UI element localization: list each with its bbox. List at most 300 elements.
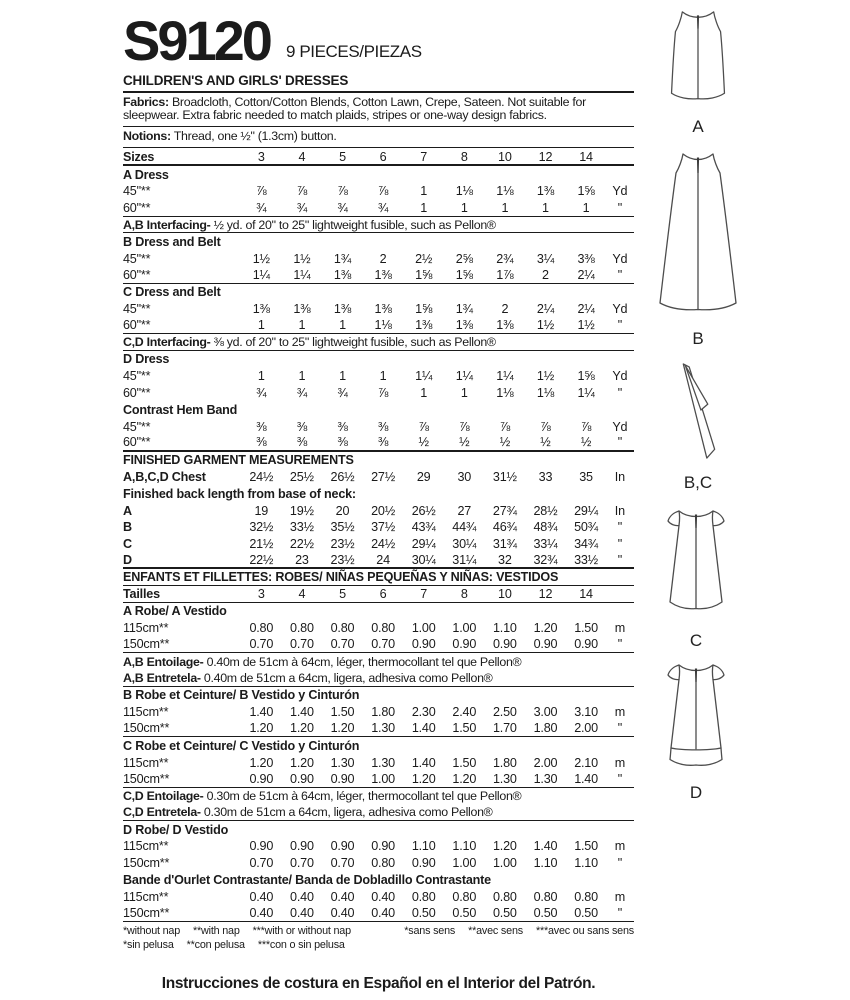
table-row — [123, 418, 634, 435]
table-row — [123, 553, 634, 570]
notions-note — [123, 127, 634, 148]
cell-value: 26½ — [411, 503, 436, 518]
row-label: 60"** — [123, 318, 151, 333]
footnote-en-2: **with nap — [193, 925, 240, 938]
cell-value: 33¼ — [533, 537, 558, 552]
cell-value: 0.50 — [533, 906, 558, 921]
cell-value: 0.50 — [411, 906, 436, 921]
cell-value: 1 — [257, 369, 265, 384]
note-body: ½ yd. of 20" to 25" lightweight fusible, such as Pellon® — [210, 217, 496, 232]
cell-value: 1⅜ — [333, 267, 352, 282]
cell-value: 0.90 — [290, 839, 314, 854]
cell-value: 24 — [376, 552, 390, 567]
cell-value: 1⅝ — [455, 267, 473, 282]
note-label: C,D Entretela- — [123, 805, 201, 820]
cell-value: ⅜ — [337, 419, 348, 434]
cell-value: ½ — [459, 435, 470, 450]
cell-value: 2.10 — [574, 755, 598, 770]
note-label: A,B Entretela- — [123, 671, 201, 686]
row-label: 45"** — [123, 369, 151, 384]
cell-value: 32 — [498, 552, 512, 567]
table-row — [123, 905, 634, 922]
cell-value: 1⅝ — [415, 301, 433, 316]
table-row — [123, 519, 634, 536]
cell-value: 3.10 — [574, 705, 598, 720]
cell-value: 35 — [579, 469, 593, 484]
cell-value: 35½ — [330, 520, 355, 535]
table-row — [123, 855, 634, 872]
row-label: 150cm** — [123, 771, 170, 786]
cell-value: 1 — [257, 318, 265, 333]
cell-value: 22½ — [249, 552, 274, 567]
unit-cell: Yd — [612, 369, 628, 384]
cell-value: 0.70 — [249, 637, 274, 652]
footnote-es-3: ***con o sin pelusa — [257, 939, 345, 952]
cell-value: 0.40 — [249, 906, 274, 921]
cell-value: 1.50 — [452, 721, 477, 736]
cell-value: 1.40 — [249, 705, 274, 720]
masthead — [123, 4, 634, 72]
fabrics-text: Broadcloth, Cotton/Cotton Blends, Cotton Lawn, Crepe, Sateen. Not suitable for sleepwear. Extra fabric needed to match plaids, stripes or one-way design fabrics. — [123, 95, 586, 123]
cell-value: 3 — [257, 149, 265, 164]
cell-value: 0.90 — [330, 839, 355, 854]
cell-value: 6 — [379, 149, 387, 164]
cell-value: 4 — [298, 149, 306, 164]
cell-value: 1.40 — [533, 839, 558, 854]
cell-value: 1⅜ — [415, 318, 433, 333]
note-cd-interfacing — [123, 334, 634, 351]
cell-value: 31¼ — [452, 552, 477, 567]
sketch-label-c: C — [689, 631, 703, 650]
cell-value: 1⅜ — [374, 267, 392, 282]
cell-value: 37½ — [371, 520, 396, 535]
cell-value: 50¾ — [574, 520, 598, 535]
unit-cell: " — [617, 552, 622, 567]
cell-value: 0.40 — [330, 906, 355, 921]
cell-value: 0.90 — [249, 771, 274, 786]
row-label: Sizes — [123, 149, 155, 164]
cell-value: ½ — [580, 435, 592, 450]
cell-value: 33½ — [574, 552, 598, 567]
unit-cell: " — [617, 721, 622, 736]
cell-value: 1.10 — [493, 621, 517, 636]
row-label: B — [123, 520, 132, 535]
cell-value: 1.20 — [330, 721, 355, 736]
cell-value: 1⅜ — [496, 318, 514, 333]
cell-value: ⅞ — [377, 385, 389, 400]
cell-value: 3.00 — [533, 705, 558, 720]
cell-value: ¾ — [256, 385, 267, 400]
cell-value: 0.90 — [371, 839, 395, 854]
cell-value: 1 — [379, 369, 387, 384]
section-a-robe — [123, 603, 634, 620]
cell-value: 2.00 — [574, 721, 598, 736]
note-body: ⅜ yd. of 20" to 25" lightweight fusible, such as Pellon® — [210, 335, 496, 350]
cell-value: 1½ — [536, 318, 554, 333]
cell-value: 26½ — [330, 469, 355, 484]
cell-value: ½ — [540, 435, 551, 450]
cell-value: 1.10 — [574, 856, 598, 871]
cell-value: 0.40 — [330, 889, 355, 904]
table-row — [123, 183, 634, 200]
cell-value: 5 — [339, 587, 346, 602]
table-row — [123, 368, 634, 385]
cell-value: 0.80 — [371, 856, 395, 871]
cell-value: 0.80 — [452, 889, 477, 904]
cell-value: 1 — [582, 200, 590, 215]
cell-value: 1⅝ — [415, 267, 433, 282]
cell-value: 12 — [538, 587, 553, 602]
cell-value: 1⅜ — [293, 301, 311, 316]
dress-d-sketch — [664, 660, 728, 772]
cell-value: 1.10 — [411, 839, 436, 854]
spanish-instructions-note: Instrucciones de costura en Español en el Interior del Patrón. — [161, 975, 596, 993]
footnotes — [123, 925, 634, 951]
cell-value: 0.90 — [411, 637, 436, 652]
cell-value: 3⅜ — [577, 251, 595, 266]
cell-value: 1⅛ — [536, 385, 554, 400]
cell-value: 48¾ — [533, 520, 558, 535]
table-row — [123, 250, 634, 267]
cell-value: 1⅛ — [455, 184, 473, 199]
cell-value: 23½ — [330, 552, 355, 567]
table-row — [123, 721, 634, 738]
cell-value: 27½ — [371, 469, 396, 484]
cell-value: 1⅝ — [577, 184, 595, 199]
sizes-header-row — [123, 149, 634, 166]
row-label: 60"** — [123, 385, 151, 400]
table-row — [123, 317, 634, 334]
footnote-fr-3: ***avec ou sans sens — [535, 925, 634, 938]
cell-value: 1½ — [536, 369, 554, 384]
cell-value: 30¼ — [452, 537, 477, 552]
unit-cell: Yd — [612, 419, 628, 434]
cell-value: 5 — [339, 149, 346, 164]
footnote-line-1 — [123, 925, 634, 937]
row-label: 45"** — [123, 184, 151, 199]
cell-value: 3¼ — [536, 251, 554, 266]
row-label: 115cm** — [123, 755, 169, 770]
notions-label: Notions: — [123, 129, 171, 144]
cell-value: ⅜ — [377, 435, 389, 450]
unit-cell: " — [617, 906, 622, 921]
cell-value: 29¼ — [411, 537, 436, 552]
cell-value: 0.40 — [371, 906, 395, 921]
belt-bc-sketch — [675, 362, 721, 462]
cell-value: 10 — [498, 149, 512, 164]
footnote-es-2: **con pelusa — [186, 939, 245, 952]
table-row — [123, 435, 634, 452]
cell-value: 1.40 — [574, 771, 598, 786]
cell-value: 1¼ — [577, 385, 595, 400]
unit-cell: m — [614, 705, 625, 720]
unit-cell: " — [617, 435, 622, 450]
cell-value: 32½ — [249, 520, 274, 535]
cell-value: 0.50 — [452, 906, 477, 921]
row-heading: Finished back length from base of neck: — [123, 486, 356, 501]
row-label: 60"** — [123, 435, 151, 450]
row-label: Tailles — [123, 587, 160, 602]
row-label: 115cm** — [123, 839, 169, 854]
cell-value: ⅜ — [296, 419, 308, 434]
table-row — [123, 200, 634, 217]
view-d-figure — [650, 660, 742, 803]
section-contrast-hem-band — [123, 401, 634, 418]
cell-value: ¾ — [256, 200, 267, 215]
cell-value: 1½ — [577, 318, 595, 333]
table-row — [123, 888, 634, 905]
row-label: 115cm** — [123, 705, 169, 720]
table-row — [123, 704, 634, 721]
cell-value: 30¼ — [411, 552, 436, 567]
row-label: 45"** — [123, 251, 151, 266]
cell-value: 0.70 — [330, 856, 355, 871]
header-enfants — [123, 569, 634, 586]
cell-value: 19 — [254, 503, 269, 518]
cell-value: ⅜ — [296, 435, 308, 450]
footnote-en-3: ***with or without nap — [252, 925, 351, 938]
cell-value: ⅞ — [459, 419, 470, 434]
section-c-robe — [123, 737, 634, 754]
row-heading: ENFANTS ET FILLETTES: ROBES/ NIÑAS PEQUEÑAS Y NIÑAS: VESTIDOS — [123, 570, 559, 585]
unit-cell: m — [614, 889, 625, 904]
cell-value: 1 — [298, 369, 306, 384]
cell-value: 0.40 — [290, 889, 314, 904]
cell-value: ¾ — [377, 200, 389, 215]
sketch-label-b: B — [692, 329, 704, 348]
cell-value: 21½ — [249, 537, 274, 552]
cell-value: 44¾ — [452, 520, 477, 535]
cell-value: 1¾ — [455, 301, 473, 316]
unit-cell: In — [614, 469, 625, 484]
cell-value: ⅞ — [540, 419, 551, 434]
cell-value: 1.00 — [493, 856, 517, 871]
cell-value: ½ — [499, 435, 511, 450]
unit-cell: m — [614, 621, 625, 636]
cell-value: 0.80 — [411, 889, 436, 904]
cell-value: 1 — [420, 385, 428, 400]
cell-value: 7 — [420, 587, 428, 602]
note-text — [123, 671, 633, 685]
cell-value: 1.00 — [371, 771, 395, 786]
note-text — [123, 655, 633, 669]
cell-value: 0.90 — [290, 771, 314, 786]
cell-value: 1.50 — [452, 755, 477, 770]
cell-value: 0.80 — [493, 889, 517, 904]
cell-value: 28½ — [533, 503, 558, 518]
unit-cell: Yd — [612, 251, 628, 266]
note-label: A,B Interfacing- — [123, 217, 211, 232]
unit-cell: " — [617, 771, 622, 786]
pattern-number: S9120 — [123, 8, 270, 72]
cell-value: ⅞ — [418, 419, 429, 434]
cell-value: 29 — [416, 469, 431, 484]
cell-value: 1¼ — [293, 267, 311, 282]
cell-value: 1.20 — [249, 721, 274, 736]
cell-value: 1.30 — [493, 771, 517, 786]
fabrics-label: Fabrics: — [123, 95, 169, 109]
view-c-figure — [650, 506, 742, 651]
cell-value: 1.80 — [371, 705, 395, 720]
row-label: 150cm** — [123, 906, 170, 921]
cell-value: 1.20 — [452, 771, 477, 786]
cell-value: 1 — [460, 385, 468, 400]
unit-cell: m — [614, 755, 625, 770]
table-row — [123, 771, 634, 788]
cell-value: 4 — [298, 587, 306, 602]
sketch-label-d: D — [689, 783, 703, 802]
cell-value: 1 — [460, 200, 468, 215]
sketch-label-a: A — [692, 117, 704, 136]
cell-value: 1¾ — [333, 251, 352, 266]
cell-value: 0.40 — [371, 889, 395, 904]
cell-value: 12 — [538, 149, 553, 164]
cell-value: 2 — [379, 251, 387, 266]
table-row — [123, 267, 634, 284]
unit-cell: Yd — [612, 184, 628, 199]
cell-value: 14 — [579, 587, 593, 602]
cell-value: 1¼ — [415, 369, 433, 384]
row-heading: A Dress — [123, 167, 169, 182]
cell-value: 46¾ — [492, 520, 517, 535]
unit-cell: " — [617, 200, 622, 215]
table-row — [123, 637, 634, 654]
row-label: 115cm** — [123, 621, 169, 636]
row-heading: C Robe et Ceinture/ C Vestido y Cinturón — [123, 738, 360, 753]
table-row — [123, 385, 634, 402]
cell-value: 2¼ — [577, 301, 595, 316]
cell-value: 1.40 — [411, 721, 436, 736]
section-d-dress — [123, 351, 634, 368]
cell-value: 25½ — [289, 469, 314, 484]
section-b-robe — [123, 687, 634, 704]
view-a-figure — [652, 8, 744, 137]
measure-table-rows — [123, 149, 634, 922]
cell-value: ⅞ — [337, 184, 348, 199]
unit-cell: In — [614, 503, 625, 518]
note-label: A,B Entoilage- — [123, 654, 204, 669]
cell-value: ½ — [418, 435, 429, 450]
view-b-figure — [648, 150, 748, 349]
cell-value: 0.80 — [249, 621, 274, 636]
cell-value: ⅜ — [377, 419, 389, 434]
cell-value: 0.90 — [533, 637, 558, 652]
unit-cell: " — [617, 318, 622, 333]
cell-value: 31¾ — [492, 537, 517, 552]
row-label: A — [123, 503, 132, 518]
cell-value: 30 — [457, 469, 472, 484]
cell-value: 10 — [498, 587, 512, 602]
unit-cell: " — [617, 385, 622, 400]
row-heading: Contrast Hem Band — [123, 402, 238, 417]
cell-value: 1.40 — [290, 705, 314, 720]
cell-value: 0.70 — [249, 856, 274, 871]
row-heading: Bande d'Ourlet Contrastante/ Banda de Dobladillo Contrastante — [123, 873, 491, 888]
cell-value: 1⅛ — [496, 184, 514, 199]
cell-value: 1⅛ — [496, 385, 514, 400]
note-body: 0.40m de 51cm à 64cm, léger, thermocollant tel que Pellon® — [203, 654, 522, 669]
row-heading: D Robe/ D Vestido — [123, 822, 229, 837]
section-bande-ourlet — [123, 872, 634, 889]
notions-text: Thread, one ½" (1.3cm) button. — [170, 129, 337, 144]
cell-value: 0.80 — [574, 889, 598, 904]
table-row — [123, 469, 634, 486]
cell-value: 1 — [339, 369, 346, 384]
cell-value: ⅞ — [580, 419, 592, 434]
note-body: 0.30m de 51cm a 64cm, ligera, adhesiva como Pellon® — [200, 805, 493, 820]
unit-cell: " — [617, 520, 622, 535]
note-body: 0.40m de 51cm a 64cm, ligera, adhesiva como Pellon® — [200, 671, 493, 686]
cell-value: 1.20 — [290, 721, 314, 736]
dress-c-sketch — [664, 506, 728, 620]
dress-b-sketch — [656, 150, 740, 318]
fabrics-note — [123, 93, 634, 127]
cell-value: ⅞ — [256, 184, 267, 199]
cell-value: 0.70 — [290, 856, 314, 871]
note-ab-entoilage — [123, 653, 634, 670]
cell-value: 43¾ — [411, 520, 436, 535]
pieces-count: 9 PIECES/PIEZAS — [285, 42, 422, 61]
table-row — [123, 301, 634, 318]
cell-value: 2⅝ — [455, 251, 473, 266]
cell-value: ¾ — [296, 385, 308, 400]
cell-value: 1⅜ — [333, 301, 352, 316]
cell-value: 1⅛ — [374, 318, 392, 333]
row-heading: FINISHED GARMENT MEASUREMENTS — [123, 453, 354, 468]
cell-value: 1¼ — [455, 369, 473, 384]
cell-value: ¾ — [337, 200, 348, 215]
cell-value: 0.90 — [330, 771, 355, 786]
cell-value: 1.20 — [533, 621, 558, 636]
cell-value: ⅞ — [296, 184, 308, 199]
cell-value: 0.50 — [574, 906, 598, 921]
note-text — [123, 218, 633, 232]
row-label: 60"** — [123, 267, 151, 282]
cell-value: 1¼ — [496, 369, 514, 384]
cell-value: 23 — [295, 552, 309, 567]
cell-value: 1.10 — [452, 839, 477, 854]
note-cd-entoilage — [123, 788, 634, 805]
cell-value: 14 — [579, 149, 593, 164]
cell-value: 0.80 — [290, 621, 314, 636]
cell-value: 0.90 — [249, 839, 274, 854]
cell-value: 23½ — [330, 537, 355, 552]
section-d-robe — [123, 821, 634, 838]
cell-value: ⅜ — [256, 435, 267, 450]
cell-value: 2 — [542, 267, 549, 282]
cell-value: 1.50 — [574, 621, 598, 636]
cell-value: 0.90 — [452, 637, 477, 652]
unit-cell: " — [617, 537, 622, 552]
cell-value: 1.50 — [330, 705, 355, 720]
cell-value: 27 — [457, 503, 472, 518]
cell-value: 2¼ — [577, 267, 595, 282]
cell-value: 0.40 — [290, 906, 314, 921]
cell-value: 1.70 — [493, 721, 517, 736]
cell-value: 0.80 — [371, 621, 395, 636]
cell-value: 1⅜ — [374, 301, 392, 316]
cell-value: 24½ — [371, 537, 396, 552]
unit-cell: Yd — [612, 301, 628, 316]
row-heading: A Robe/ A Vestido — [123, 604, 227, 619]
table-row — [123, 536, 634, 553]
cell-value: 2½ — [415, 251, 433, 266]
cell-value: 2.30 — [411, 705, 436, 720]
footnote-line-2 — [123, 939, 634, 951]
note-cd-entretela — [123, 805, 634, 822]
cell-value: 1⅝ — [577, 369, 595, 384]
footnote-fr-2: **avec sens — [468, 925, 523, 938]
